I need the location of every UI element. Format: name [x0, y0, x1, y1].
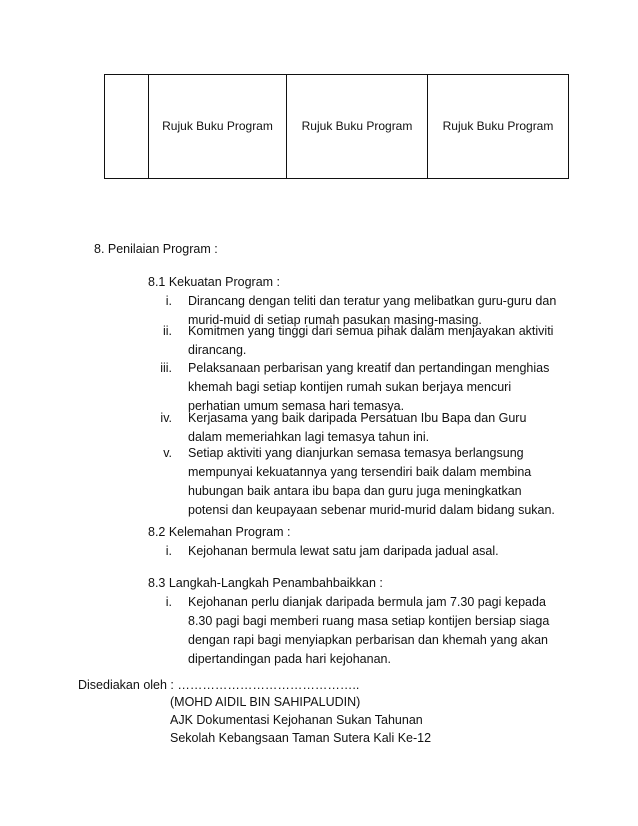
item-number: v. — [163, 446, 172, 460]
item-line: dengan rapi bagi menyiapkan perbarisan dan khemah yang akan — [188, 633, 548, 647]
item-line: dalam memeriahkan lagi temasya tahun ini. — [188, 430, 430, 444]
item-line: potensi dan keupayaan sebenar murid-murid dalam bidang sukan. — [188, 503, 555, 517]
table-row — [105, 75, 569, 179]
item-number: iii. — [160, 361, 172, 375]
prepared-by-label: Disediakan oleh : …………………………………….. — [78, 678, 360, 692]
item-text — [188, 322, 568, 360]
preparer-name: (MOHD AIDIL BIN SAHIPALUDIN) — [170, 695, 361, 709]
item-text — [188, 593, 568, 669]
table-cell-empty — [105, 75, 149, 179]
preparer-role: AJK Dokumentasi Kejohanan Sukan Tahunan — [170, 713, 423, 727]
item-text — [188, 409, 568, 447]
program-table — [104, 74, 569, 179]
table-cell: Rujuk Buku Program — [287, 75, 428, 179]
subsection-title-kekuatan: 8.1 Kekuatan Program : — [148, 275, 281, 289]
item-line: dirancang. — [188, 343, 247, 357]
item-text — [188, 542, 568, 561]
section-heading: 8. Penilaian Program : — [94, 242, 218, 256]
table-cell: Rujuk Buku Program — [149, 75, 287, 179]
item-line: Komitmen yang tinggi dari semua pihak dalam menjayakan aktiviti — [188, 324, 554, 338]
item-line: Kejohanan perlu dianjak daripada bermula jam 7.30 pagi kepada — [188, 595, 546, 609]
subsection-title-penambahbaikan: 8.3 Langkah-Langkah Penambahbaikkan : — [148, 576, 383, 590]
item-line: Dirancang dengan teliti dan teratur yang melibatkan guru-guru dan — [188, 294, 557, 308]
item-text — [188, 444, 568, 520]
item-line: mempunyai kekuatannya yang tersendiri baik dalam membina — [188, 465, 532, 479]
item-line: 8.30 pagi bagi memberi ruang masa setiap kontijen bersiap siaga — [188, 614, 550, 628]
item-line: hubungan baik antara ibu bapa dan guru juga meningkatkan — [188, 484, 522, 498]
item-line: perhatian umum semasa hari temasya. — [188, 399, 405, 413]
item-number: ii. — [162, 324, 172, 338]
item-line: Pelaksanaan perbarisan yang kreatif dan pertandingan menghias — [188, 361, 550, 375]
item-number: i. — [165, 595, 172, 609]
item-line: Kerjasama yang baik daripada Persatuan Ibu Bapa dan Guru — [188, 411, 527, 425]
item-text — [188, 359, 568, 416]
school-name: Sekolah Kebangsaan Taman Sutera Kali Ke-12 — [170, 731, 432, 745]
item-line: Setiap aktiviti yang dianjurkan semasa temasya berlangsung — [188, 446, 524, 460]
item-number: i. — [165, 294, 172, 308]
item-number: iv. — [160, 411, 172, 425]
item-line: murid-muid di setiap rumah pasukan masing-masing. — [188, 313, 482, 327]
item-line: khemah bagi setiap kontijen rumah sukan berjaya mencuri — [188, 380, 512, 394]
item-number: i. — [165, 544, 172, 558]
subsection-title-kelemahan: 8.2 Kelemahan Program : — [148, 525, 291, 539]
table-cell: Rujuk Buku Program — [428, 75, 569, 179]
item-line: Kejohanan bermula lewat satu jam daripada jadual asal. — [188, 544, 499, 558]
item-line: dipertandingan pada hari kejohanan. — [188, 652, 391, 666]
